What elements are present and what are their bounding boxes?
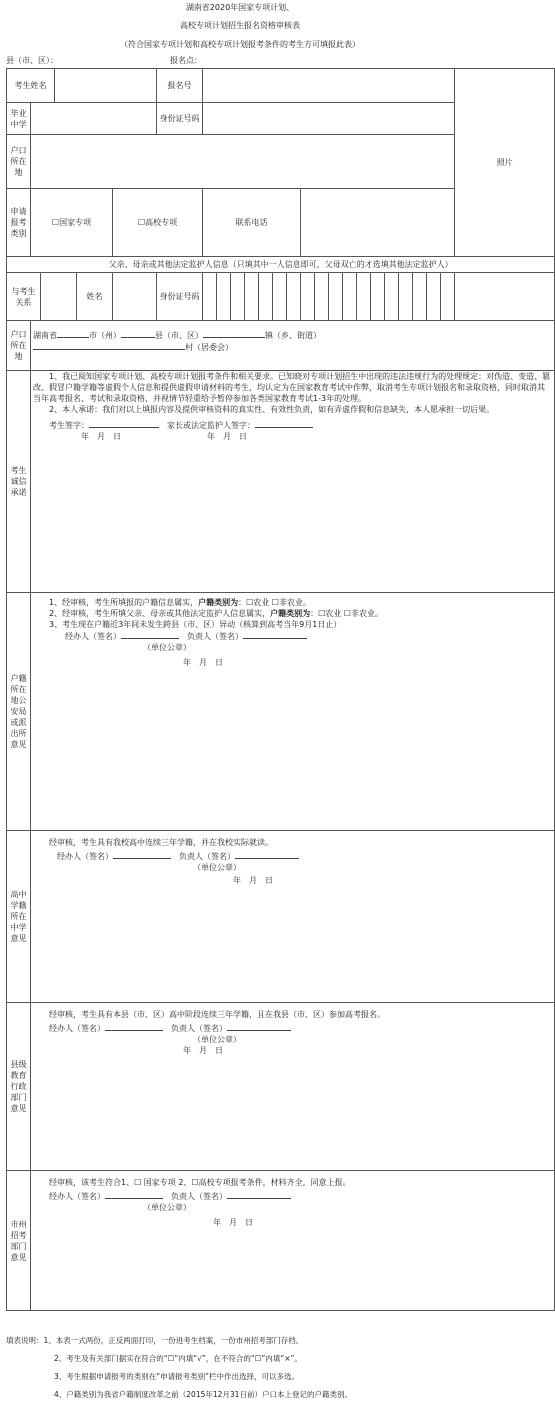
school-leader-line[interactable] (235, 850, 299, 859)
graduating-school-field[interactable] (31, 103, 157, 135)
addr-province: 湖南省 (33, 331, 57, 340)
police-hukou-type-1: 户籍类别为 (198, 598, 239, 607)
student-sign-date: 年 月 日 (81, 432, 121, 441)
id-digit-box[interactable] (217, 273, 231, 321)
hukou-location-label: 户口所在地 (7, 135, 31, 189)
city-leader-label: 负责人（签名） (171, 1192, 227, 1201)
id-digit-box[interactable] (259, 273, 273, 321)
police-handler-label: 经办人（签名） (65, 632, 121, 641)
id-digit-box[interactable] (329, 273, 343, 321)
city-handler-label: 经办人（签名） (49, 1192, 105, 1201)
school-opinion-text: 经审核，考生具有我校高中连续三年学籍，并在我校实际就读。 (49, 838, 273, 847)
registration-number-label: 报名号 (157, 69, 203, 103)
photo-label: 照片 (496, 158, 513, 167)
phone-label: 联系电话 (203, 189, 301, 257)
id-digit-box[interactable] (301, 273, 315, 321)
addr-city: 市（州） (89, 331, 121, 340)
edu-leader-line[interactable] (227, 1022, 291, 1031)
guardian-id-label: 身份证号码 (157, 273, 203, 321)
id-digit-box[interactable] (287, 273, 301, 321)
photo-box[interactable] (455, 69, 555, 257)
education-bureau-opinion-text: 经审核，考生具有本县（市、区）高中阶段连续三年学籍，且在我县（市、区）参加高考报名。 (49, 1010, 385, 1019)
relation-label: 与考生关系 (7, 273, 41, 321)
school-date: 年 月 日 (233, 876, 273, 885)
option-national-special[interactable]: ☐国家专项 (31, 189, 113, 257)
police-leader-line[interactable] (243, 630, 307, 639)
id-digit-box[interactable] (203, 273, 217, 321)
pledge-label: 考生诚信承诺 (7, 371, 31, 593)
police-item-1-options[interactable]: ：☐农业 ☐非农业。 (238, 598, 311, 607)
city-date: 年 月 日 (213, 1218, 253, 1227)
fill-note-2: 2、考生及有关部门据实在符合的“☐”内填“√”，在不符合的“☐”内填“×”。 (54, 1354, 302, 1363)
addr-village: 村（居委会） (185, 343, 233, 352)
id-digit-box[interactable] (245, 273, 259, 321)
city-admissions-opinion-text[interactable]: 经审核，该考生符合1、☐ 国家专项 2、☐高校专项报考条件，材料齐全，同意上报。 (49, 1178, 351, 1187)
school-leader-label: 负责人（签名） (179, 852, 235, 861)
pledge-paragraph-1: 1、我已阅知国家专项计划、高校专项计划报考条件和相关要求。已知晓对专项计划招生中出现的违法违规行为的处理规定：对伪造、变造、篡改、假冒户籍学籍等虚假个人信息和提供虚假申请材料的考生，均认定为在国家教育考试中作弊，取消考生专项计划报名和录取资格，同时取消其当年高考报名、考试和录取资格，并视情节轻重给予暂停参加各类国家教育考试1-3年的处理。 (33, 372, 551, 403)
pledge-paragraph-2: 2、本人承诺：我们对以上填报内容及提供审核资料的真实性、有效性负责，如有弄虚作假和信息缺失，本人愿承担一切后果。 (49, 405, 495, 414)
student-signature-label: 考生签字： (49, 421, 89, 430)
id-number-field[interactable] (203, 103, 455, 135)
guardian-name-label: 姓名 (77, 273, 113, 321)
id-digit-box[interactable] (231, 273, 245, 321)
id-digit-box[interactable] (273, 273, 287, 321)
guardian-name-field[interactable] (113, 273, 157, 321)
education-bureau-opinion-label: 县级教育行政部门意见 (7, 1003, 31, 1171)
police-opinion-section (31, 593, 555, 831)
city-handler-line[interactable] (105, 1190, 163, 1199)
student-name-field[interactable] (55, 69, 157, 103)
police-item-2-options[interactable]: ：☐农业 ☐非农业。 (310, 609, 383, 618)
edu-handler-line[interactable] (105, 1022, 163, 1031)
student-signature-line[interactable] (89, 419, 159, 428)
id-digit-box[interactable] (371, 273, 385, 321)
police-item-1: 1、经审核，考生所填报的户籍信息属实， (49, 598, 199, 607)
city-admissions-opinion-section (31, 1171, 555, 1311)
id-digit-box[interactable] (399, 273, 413, 321)
edu-handler-label: 经办人（签名） (49, 1024, 105, 1033)
student-name-label: 考生姓名 (7, 69, 55, 103)
school-handler-label: 经办人（签名） (57, 852, 113, 861)
fill-note-1: 1、本表一式两份，正反两面打印，一份进考生档案，一份市州招考部门存档。 (43, 1336, 304, 1345)
police-leader-label: 负责人（签名） (187, 632, 243, 641)
city-admissions-opinion-label: 市州招考部门意见 (7, 1171, 31, 1311)
school-opinion-section (31, 831, 555, 1003)
form-subtitle: （符合国家专项计划和高校专项计划报考条件的考生方可填报此表） (120, 40, 360, 49)
phone-field[interactable] (301, 189, 455, 257)
form-title-line2: 高校专项计划招生报名资格审核表 (180, 21, 300, 30)
police-hukou-type-2: 户籍类别为 (270, 609, 311, 618)
police-item-3: 3、考生现在户籍近3年间未发生跨县（市、区）异动（核算到高考当年9月1日止） (49, 620, 342, 629)
edu-date: 年 月 日 (183, 1046, 223, 1055)
police-item-2: 2、经审核，考生所填父亲、母亲或其他法定监护人信息属实， (49, 609, 271, 618)
relation-field[interactable] (41, 273, 77, 321)
form-title-line1: 湖南省2020年国家专项计划、 (185, 3, 295, 12)
school-handler-line[interactable] (113, 850, 171, 859)
police-date: 年 月 日 (183, 658, 223, 667)
guardian-hukou-label: 户口所在地 (7, 321, 31, 371)
id-digit-box[interactable] (315, 273, 329, 321)
id-digit-box[interactable] (413, 273, 427, 321)
registration-site-label: 报名点： (170, 56, 202, 65)
fill-note-4: 4、户籍类别为我省户籍制度改革之前（2015年12月31日前）户口本上登记的户籍类别。 (54, 1390, 352, 1399)
option-college-special[interactable]: ☐高校专项 (113, 189, 203, 257)
addr-county: 县（市、区） (155, 331, 203, 340)
police-opinion-label: 户籍所在地公安局或派出所意见 (7, 593, 31, 831)
guardian-extra-field[interactable] (455, 273, 555, 321)
id-digit-box[interactable] (357, 273, 371, 321)
school-opinion-label: 高中学籍所在中学意见 (7, 831, 31, 1003)
city-leader-line[interactable] (227, 1190, 291, 1199)
fill-instructions (6, 1334, 303, 1348)
id-number-label: 身份证号码 (157, 103, 203, 135)
form-table (6, 68, 555, 1311)
edu-leader-label: 负责人（签名） (171, 1024, 227, 1033)
application-type-label: 申请报考类别 (7, 189, 31, 257)
police-seal: （单位公章） (143, 643, 191, 652)
guardian-info-note: 父亲、母亲或其他法定监护人信息（只填其中一人信息即可，父母双亡的才选填其他法定监护人） (7, 257, 555, 273)
parent-sign-date: 年 月 日 (207, 432, 247, 441)
graduating-school-label: 毕业中学 (7, 103, 31, 135)
fill-instructions-lead: 填表说明： (6, 1336, 44, 1345)
parent-signature-label: 家长或法定监护人签字： (167, 421, 255, 430)
parent-signature-line[interactable] (255, 419, 313, 428)
pledge-section (31, 371, 555, 593)
edu-seal: （单位公章） (193, 1035, 241, 1044)
addr-town: 镇（乡、街道） (265, 331, 321, 340)
registration-number-field[interactable] (203, 69, 455, 103)
id-digit-box[interactable] (385, 273, 399, 321)
id-digit-box[interactable] (343, 273, 357, 321)
city-seal: （单位公章） (143, 1203, 191, 1212)
school-seal: （单位公章） (193, 863, 241, 872)
id-digit-box[interactable] (441, 273, 455, 321)
police-handler-line[interactable] (121, 630, 179, 639)
education-bureau-opinion-section (31, 1003, 555, 1171)
id-digit-box[interactable] (427, 273, 441, 321)
county-label: 县（市、区）： (6, 56, 58, 65)
hukou-location-field[interactable] (31, 135, 455, 189)
guardian-hukou-address[interactable] (31, 321, 555, 371)
fill-note-3: 3、考生根据申请报考的类别在“申请报考类别”栏中作出选择，可以多选。 (54, 1372, 300, 1381)
